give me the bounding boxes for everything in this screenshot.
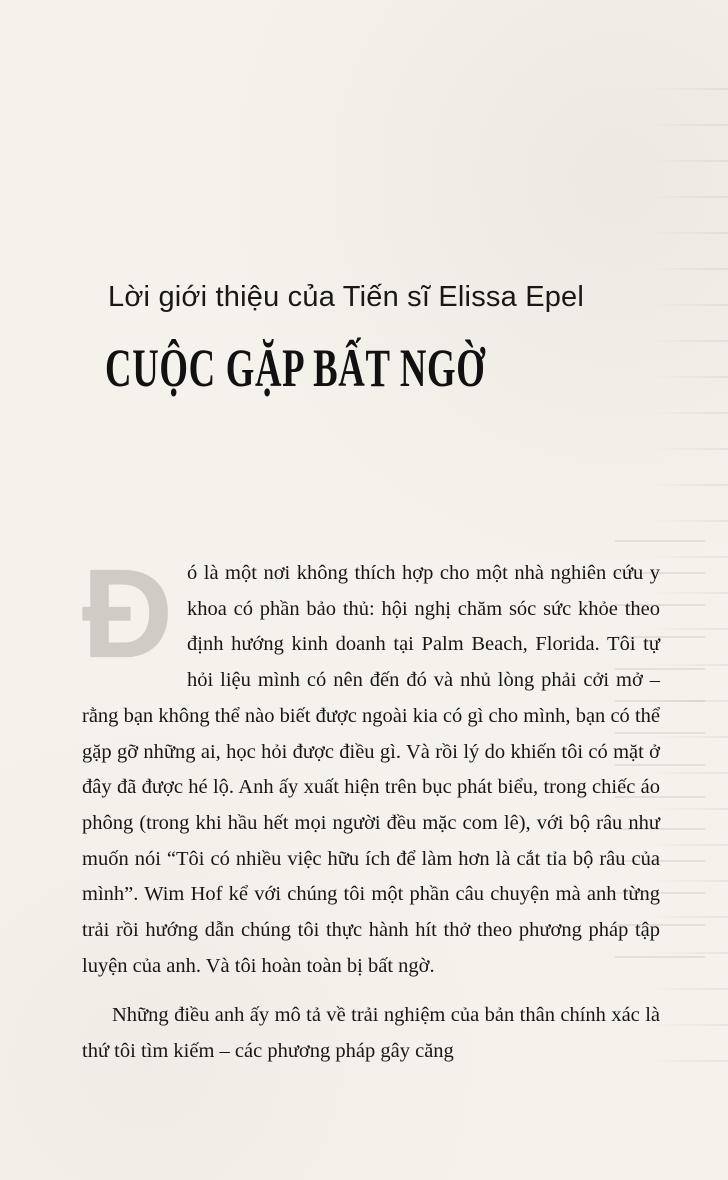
main-text <box>82 543 660 1082</box>
page-bleed-through <box>650 88 728 1088</box>
paragraph-2: Những điều anh ấy mô tả về trải nghiệm của bản thân chính xác là thứ tôi tìm kiếm – các phương pháp gây căng <box>82 1004 660 1063</box>
paragraph-1 <box>82 543 660 984</box>
introduction-attribution: Lời giới thiệu của Tiến sĩ Elissa Epel <box>108 281 585 313</box>
chapter-title: CUỘC GẶP BẤT NGỜ <box>105 338 486 398</box>
paragraph-1-text: ó là một nơi không thích hợp cho một nhà nghiên cứu y khoa có phần bảo thủ: hội nghị chăm sóc sức khỏe theo định hướng kinh doanh tại Palm Beach, Florida. Tôi tự hỏi liệu mình có nên đến đó và nhủ lòng phải cởi mở – rằng bạn không thể nào biết được ngoài kia có gì cho mình, bạn có thể gặp gỡ những ai, học hỏi được điều gì. Và rồi lý do khiến tôi có mặt ở đây đã được hé lộ. Anh ấy xuất hiện trên bục phát biểu, trong chiếc áo phông (trong khi hầu hết mọi người đều mặc com lê), với bộ râu như muốn nói “Tôi có nhiều việc hữu ích để làm hơn là cắt tỉa bộ râu của mình”. Wim Hof kể với chúng tôi một phần câu chuyện mà anh từng trải rồi hướng dẫn chúng tôi thực hành hít thở theo phương pháp tập luyện của anh. Và tôi hoàn toàn bị bất ngờ. <box>82 562 660 977</box>
drop-cap: Đ <box>82 543 173 684</box>
